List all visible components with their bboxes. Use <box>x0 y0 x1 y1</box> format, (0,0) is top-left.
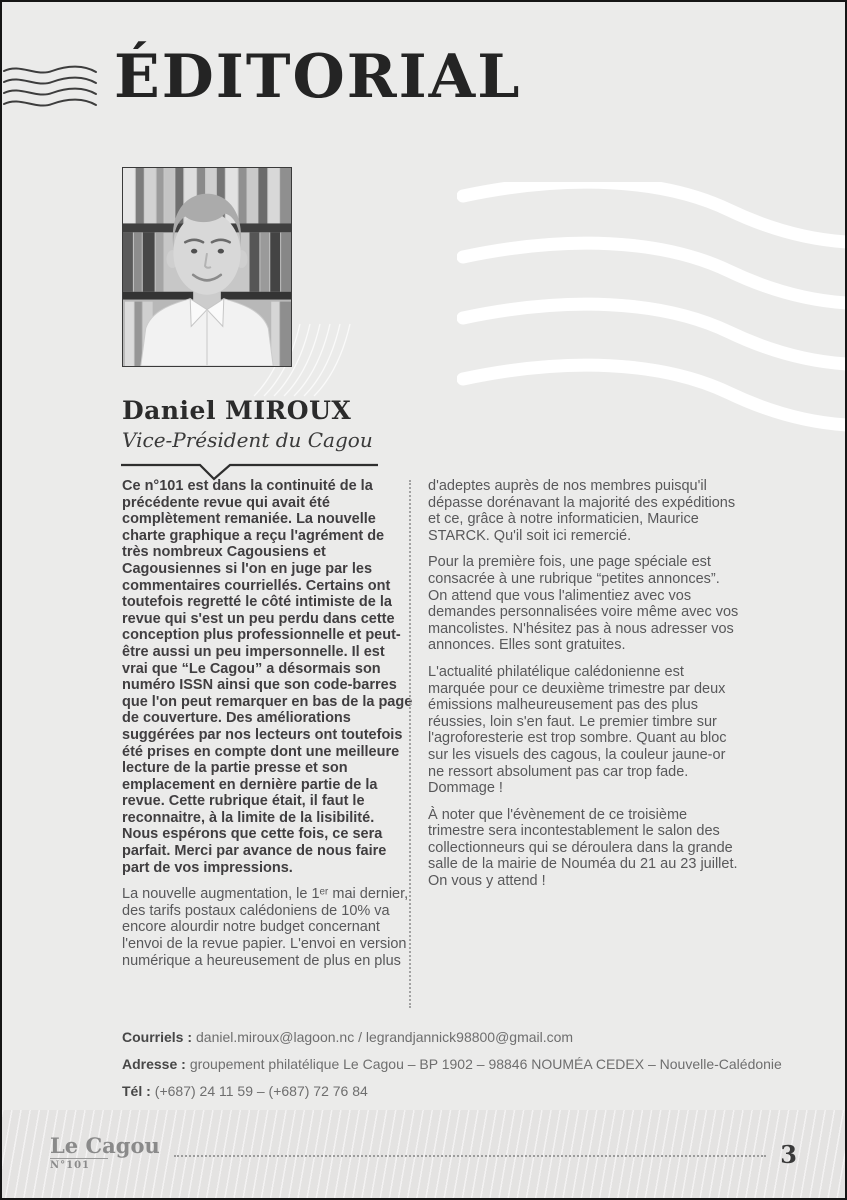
contact-row-phone <box>122 1082 834 1100</box>
author-name: Daniel MIROUX <box>122 396 352 425</box>
article-column-1 <box>122 478 414 979</box>
paragraph: L'actualité philatélique calédonienne est marquée pour ce deuxième trimestre par deux émissions malheureusement pas des plus réussies, loin s'en faut. Le premier timbre sur l'agroforesterie est trop sombre. Quant au bloc sur les visuels des cagous, la couleur jaune-or ne ressort absolument pas car trop fade. Dommage ! <box>428 663 727 797</box>
contact-value: daniel.miroux@lagoon.nc / legrandjannick98800@gmail.com <box>196 1029 574 1045</box>
footer-brand <box>50 1133 160 1171</box>
postmark-waves-icon <box>2 64 98 116</box>
contact-row-emails <box>122 1028 834 1046</box>
contact-label: Adresse : <box>122 1056 186 1072</box>
wave-decoration <box>457 182 847 454</box>
footer-row <box>50 1133 797 1171</box>
contact-block <box>122 1028 834 1109</box>
contact-label: Tél : <box>122 1083 151 1099</box>
footer-brand-rule <box>50 1158 108 1159</box>
paragraph: d'adeptes auprès de nos membres puisqu'il dépasse dorénavant la majorité des expéditions et ce, grâce à notre informaticien, Maurice STARCK. Qu'il soit ici remercié. <box>428 478 736 544</box>
contact-value: groupement philatélique Le Cagou – BP 1902 – 98846 NOUMÉA CEDEX – Nouvelle-Calédonie <box>189 1056 782 1072</box>
paragraph: Pour la première fois, une page spéciale est consacrée à une rubrique “petites annonces”. On attend que vous l'alimentiez avec vos demandes personnalisées voire même avec vos mancolistes. N'hésitez pas à nous adresser vos annonces. Elles sont gratuites. <box>428 554 739 654</box>
paragraph: Ce n°101 est dans la continuité de la précédente revue qui avait été complètement remaniée. La nouvelle charte graphique a reçu l'agrément de très nombreux Cagousiens et Cagousiennes si l'on en juge par les commentaires courriellés. Certains ont toutefois regretté le côté intimiste de la revue qui s'est un peu perdu dans cette conception plus professionnelle et peut-être aussi un peu impersonnelle. Il est vrai que “Le Cagou” a désormais son numéro ISSN ainsi que son code-barres que l'on peut remarquer en bas de la page de couverture. Des améliorations suggérées par nos lecteurs ont toutefois été prises en compte dont une meilleure lecture de la partie presse et son emplacement en dernière partie de la revue. Cette rubrique était, il faut le reconnaitre, à la limite de la lisibilité. Nous espérons que cette fois, ce sera parfait. Merci par avance de nous faire part de vos impressions. <box>122 478 413 876</box>
footer-band <box>2 1110 845 1198</box>
contact-row-address <box>122 1055 834 1073</box>
contact-value: (+687) 24 11 59 – (+687) 72 76 84 <box>154 1083 368 1099</box>
author-photo <box>122 167 292 367</box>
paragraph: À noter que l'évènement de ce troisième trimestre sera incontestablement le salon des collectionneurs qui se déroulera dans la grande salle de la mairie de Nouméa du 21 au 23 juillet. On vous y attend ! <box>428 806 738 890</box>
page-number: 3 <box>780 1140 797 1169</box>
dotted-leader <box>174 1155 767 1157</box>
author-role: Vice-Président du Cagou <box>122 428 373 452</box>
article-column-2 <box>428 478 742 900</box>
page-title: ÉDITORIAL <box>114 42 522 112</box>
paragraph: La nouvelle augmentation, le 1ᵉʳ mai dernier, des tarifs postaux calédoniens de 10% va encore alourdir notre budget concernant l'envoi de la revue papier. L'envoi en version numérique a heureusement de plus en plus <box>122 886 409 969</box>
footer-issue: N°101 <box>50 1160 91 1171</box>
contact-label: Courriels : <box>122 1029 193 1045</box>
column-divider <box>409 480 411 1008</box>
footer-brand-name: Le Cagou <box>50 1133 160 1158</box>
